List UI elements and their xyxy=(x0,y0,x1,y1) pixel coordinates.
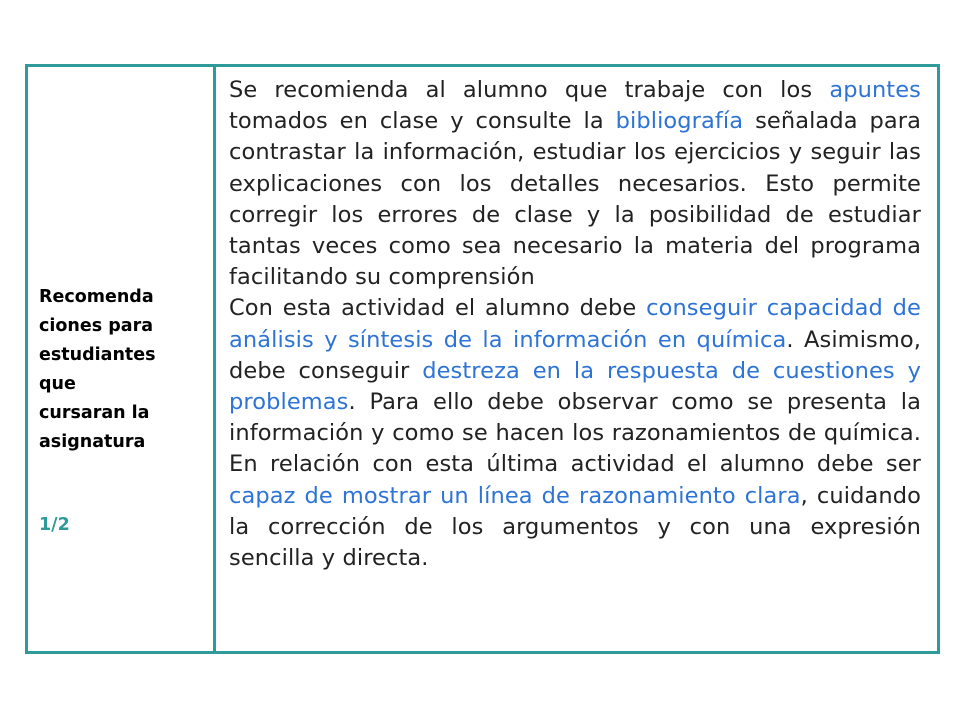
content-table xyxy=(25,64,940,654)
highlighted-term: capaz de mostrar un línea de razonamiento clara xyxy=(229,482,801,509)
row-heading-line: Recomenda xyxy=(39,287,154,307)
highlighted-term: bibliografía xyxy=(615,108,744,135)
right-cell xyxy=(216,67,937,651)
highlighted-term: conseguir capacidad de análisis y síntesis de la información en química xyxy=(229,295,921,353)
text-run: Con esta actividad el alumno debe xyxy=(229,295,647,322)
row-heading-line: estudiantes xyxy=(39,345,156,365)
text-run: señalada para contrastar la información, estudiar los ejercicios y seguir las explicaciones con los detalles necesarios. Esto permite corregir los errores de clase y la posibilidad de estudiar tantas veces como sea necesario la materia del programa facilitando su comprensión xyxy=(229,108,921,291)
text-run: . Para ello debe observar como se presenta la información y como se hacen los razonamientos de química. En relación con esta última actividad el alumno debe ser xyxy=(229,389,921,478)
text-run: . Asimismo, debe conseguir xyxy=(229,326,921,384)
text-run: Se recomienda al alumno que trabaje con los xyxy=(229,77,830,103)
row-heading-line: asignatura xyxy=(39,432,146,452)
row-heading-line: ciones para xyxy=(39,316,154,336)
row-heading xyxy=(39,183,205,457)
paragraph-2 xyxy=(229,293,921,574)
row-heading-line: cursaran la xyxy=(39,403,150,423)
text-run: tomados en clase y consulte la xyxy=(229,108,616,135)
text-run: , cuidando la corrección de los argumentos y con una expresión sencilla y directa. xyxy=(229,482,921,572)
row-heading-line: que xyxy=(39,374,76,394)
left-cell xyxy=(28,67,216,651)
highlighted-term: apuntes xyxy=(829,77,921,103)
highlighted-term: destreza en la respuesta de cuestiones y problemas xyxy=(229,357,921,416)
paragraph-1 xyxy=(229,75,921,293)
page-indicator: 1/2 xyxy=(39,515,70,535)
